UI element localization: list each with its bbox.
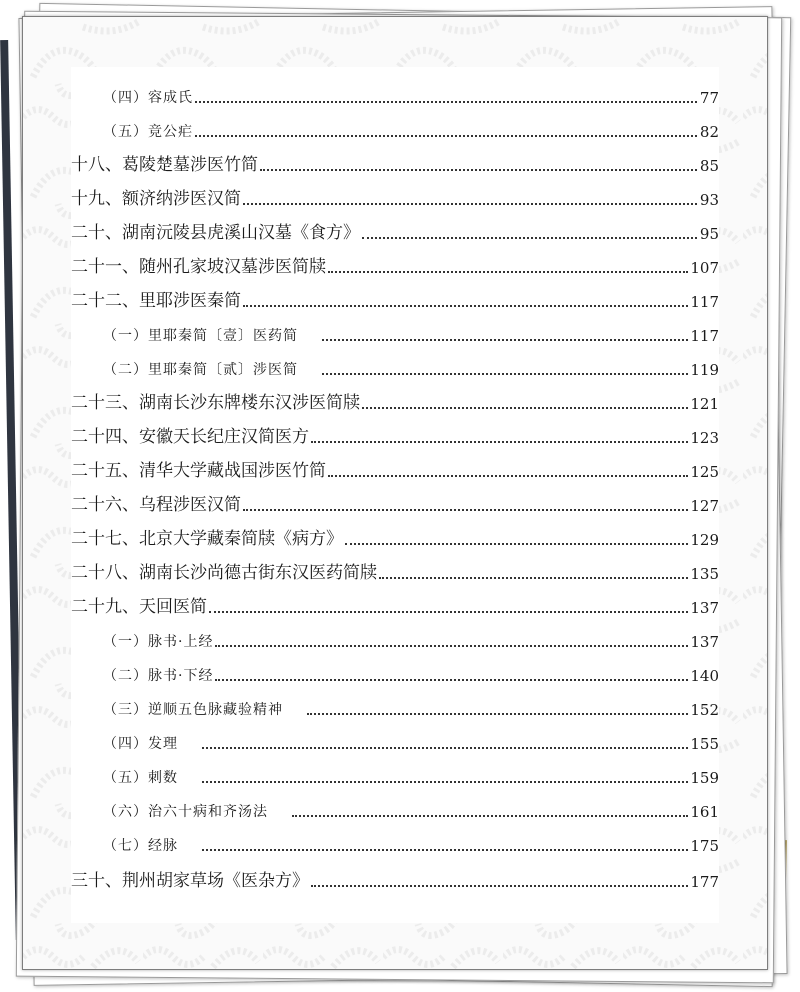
toc-entry-page-number: 123 <box>690 429 719 447</box>
toc-entry-title: 二十五、清华大学藏战国涉医竹简 <box>71 461 326 481</box>
toc-entry-title: 二十六、乌程涉医汉简 <box>71 495 241 515</box>
toc-entry <box>71 77 719 107</box>
toc-entry-page-number: 107 <box>690 259 719 277</box>
toc-entry-page-number: 155 <box>690 735 719 753</box>
toc-entry-title: 二十四、安徽天长纪庄汉简医方 <box>71 427 309 447</box>
toc-entry-title: 二十八、湖南长沙尚德古街东汉医药简牍 <box>71 563 377 583</box>
dot-leader <box>209 610 688 613</box>
toc-entry-page-number: 137 <box>690 599 719 617</box>
toc-entry-page-number: 121 <box>690 395 719 413</box>
toc-entry-title: （五）刺数 <box>103 770 178 786</box>
toc-entry <box>71 757 719 787</box>
toc-entry-title: 二十、湖南沅陵县虎溪山汉墓《食方》 <box>71 223 360 243</box>
toc-entry <box>71 417 719 447</box>
toc-entry <box>71 553 719 583</box>
toc-entry-page-number: 82 <box>699 123 719 141</box>
toc-entry-title: 二十九、天回医简 <box>71 597 207 617</box>
toc-entry-title: （七）经脉 <box>103 838 178 854</box>
dot-leader <box>345 542 688 545</box>
toc-entry-title: 二十七、北京大学藏秦简牍《病方》 <box>71 529 343 549</box>
toc-entry-page-number: 152 <box>690 701 719 719</box>
toc-entry <box>71 247 719 277</box>
dot-leader <box>215 678 688 681</box>
toc-entry-page-number: 159 <box>690 769 719 787</box>
toc-entry <box>71 213 719 243</box>
toc-entry-title: 二十二、里耶涉医秦简 <box>71 291 241 311</box>
toc-entry-title: 十九、额济纳涉医汉简 <box>71 189 241 209</box>
dot-leader <box>243 202 697 205</box>
dot-leader <box>362 236 697 239</box>
dot-leader <box>322 338 688 341</box>
toc-entry-page-number: 140 <box>690 667 719 685</box>
toc-entry <box>71 689 719 719</box>
toc-entry-title: 三十、荆州胡家草场《医杂方》 <box>71 871 309 891</box>
dot-leader <box>260 168 697 171</box>
toc-entry-page-number: 77 <box>699 89 719 107</box>
toc-entry-title: （二）里耶秦简〔贰〕涉医简 <box>103 362 298 378</box>
toc-entry-page-number: 117 <box>690 293 719 311</box>
toc-entry <box>71 315 719 345</box>
toc-entry <box>71 111 719 141</box>
toc-entry <box>71 485 719 515</box>
toc-entry-title: （四）容成氏 <box>103 90 193 106</box>
dot-leader <box>243 508 688 511</box>
toc-entry-title: （三）逆顺五色脉藏验精神 <box>103 702 283 718</box>
toc-entry <box>71 519 719 549</box>
toc-entry-page-number: 135 <box>690 565 719 583</box>
toc-entry-title: （六）治六十病和齐汤法 <box>103 804 268 820</box>
toc-entry <box>71 723 719 753</box>
toc-entry-page-number: 95 <box>699 225 719 243</box>
toc-entry <box>71 145 719 175</box>
dot-leader <box>292 814 688 817</box>
dot-leader <box>311 440 688 443</box>
dot-leader <box>202 746 688 749</box>
toc-entry-title: 二十三、湖南长沙东牌楼东汉涉医简牍 <box>71 393 360 413</box>
toc-entry <box>71 179 719 209</box>
dot-leader <box>195 134 697 137</box>
toc-entry <box>71 791 719 821</box>
dot-leader <box>307 712 688 715</box>
table-of-contents <box>71 67 719 923</box>
dot-leader <box>202 780 688 783</box>
toc-entry-page-number: 85 <box>699 157 719 175</box>
toc-panel <box>71 67 719 923</box>
dot-leader <box>328 474 688 477</box>
toc-entry-page-number: 93 <box>699 191 719 209</box>
toc-entry <box>71 621 719 651</box>
dot-leader <box>379 576 688 579</box>
dot-leader <box>362 406 688 409</box>
toc-entry-title: （二）脉书·下经 <box>103 668 214 684</box>
toc-entry <box>71 383 719 413</box>
toc-entry-title: 二十一、随州孔家坡汉墓涉医简牍 <box>71 257 326 277</box>
toc-entry <box>71 349 719 379</box>
toc-entry <box>71 451 719 481</box>
toc-entry-title: （一）里耶秦简〔壹〕医药简 <box>103 328 298 344</box>
toc-entry <box>71 655 719 685</box>
toc-entry-page-number: 117 <box>690 327 719 345</box>
toc-entry-title: （五）竞公疟 <box>103 124 193 140</box>
dot-leader <box>202 848 688 851</box>
toc-entry-page-number: 129 <box>690 531 719 549</box>
toc-entry-page-number: 137 <box>690 633 719 651</box>
toc-entry <box>71 281 719 311</box>
toc-entry-page-number: 177 <box>690 873 719 891</box>
toc-entry <box>71 587 719 617</box>
toc-entry-title: （四）发理 <box>103 736 178 752</box>
dot-leader <box>215 644 688 647</box>
toc-entry <box>71 861 719 891</box>
toc-entry-page-number: 127 <box>690 497 719 515</box>
toc-entry-title: （一）脉书·上经 <box>103 634 214 650</box>
dot-leader <box>322 372 688 375</box>
toc-entry <box>71 825 719 855</box>
document-page <box>22 16 768 970</box>
dot-leader <box>328 270 688 273</box>
dot-leader <box>243 304 688 307</box>
dot-leader <box>195 100 697 103</box>
toc-entry-title: 十八、葛陵楚墓涉医竹简 <box>71 155 258 175</box>
toc-entry-page-number: 119 <box>690 361 719 379</box>
toc-entry-page-number: 125 <box>690 463 719 481</box>
toc-entry-page-number: 161 <box>690 803 719 821</box>
toc-entry-page-number: 175 <box>690 837 719 855</box>
dot-leader <box>311 884 688 887</box>
